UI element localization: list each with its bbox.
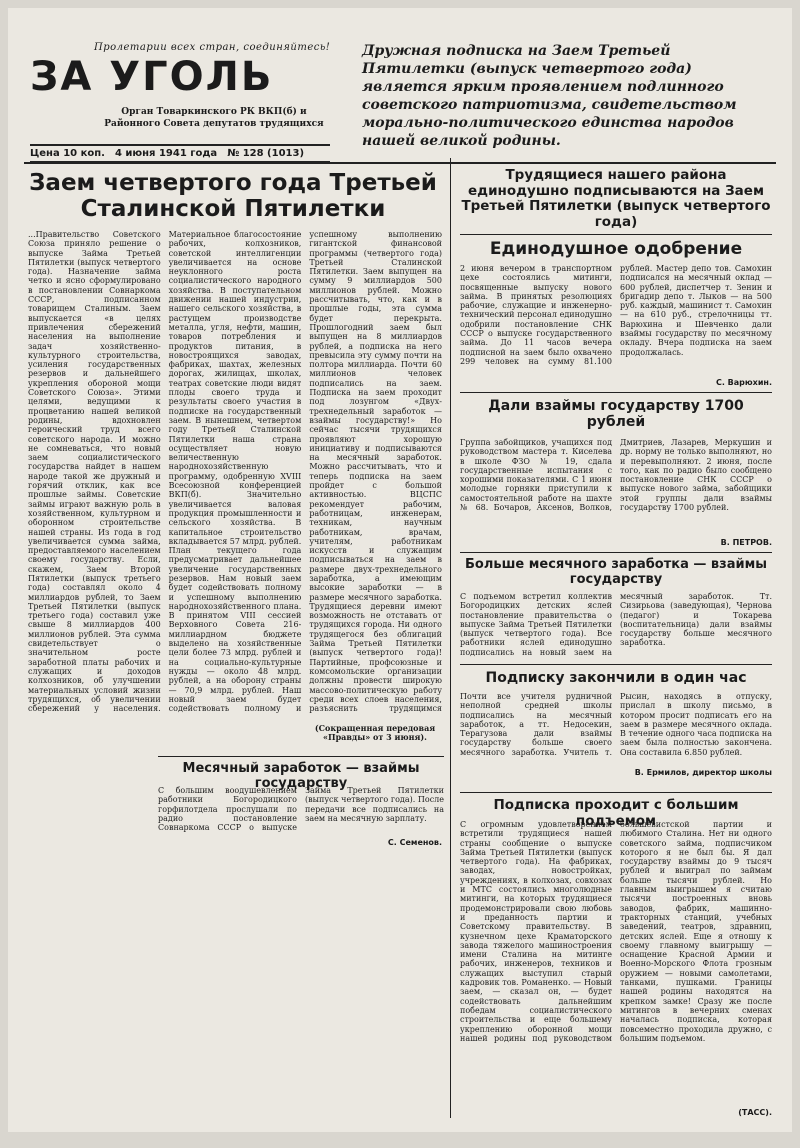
article-3-headline: Больше месячного заработка — взаймы государству <box>465 557 767 587</box>
editorial-source <box>308 724 442 750</box>
right-rule-2 <box>460 392 772 393</box>
editorial-source-text: (Сокращенная передовая «Правды» от 3 июня). <box>314 724 436 743</box>
bottom-left-headline: Месячный заработок — взаймы государству <box>182 761 420 791</box>
article-1-signature: С. Варюхин. <box>715 378 772 387</box>
newspaper-title: ЗА УГОЛЬ <box>30 54 274 100</box>
article-1-text <box>460 264 772 374</box>
column-divider <box>450 158 451 1118</box>
right-rule-5 <box>460 792 772 793</box>
right-main-headline: Трудящиеся нашего района единодушно подписываются на Заем Третьей Пятилетки (выпуск четвертого года) <box>461 167 771 230</box>
article-3-body: С подъемом встретил коллектив Богородицких детских яслей постановление правительства о выпуске Займа Третьей Пятилетки (выпуск четвертого года). Все работники яслей единодушно подписались на новый заем на месячный заработок. Тт. Сизирьова (заведующая), Чернова (педагог) и Токарева (воспитательница) дали взаймы государству больше месячного заработка. <box>460 592 772 657</box>
article-4-signature: В. Ермилов, директор школы <box>634 768 772 777</box>
issue-price: Цена 10 коп. <box>30 148 105 159</box>
article-5-signature: (ТАСС). <box>738 1108 772 1117</box>
bottom-left-body: С большим воодушевлением работники Богородицкого горфилотдела прослушали по радио постановление Совнаркома СССР о выпуске Займа Третьей Пятилетки (выпуск четвертого года). После передачи все подписались на заем на месячную зарплату. <box>158 786 444 833</box>
editorial-text <box>28 230 442 720</box>
article-1-headline: Единодушное одобрение <box>489 239 743 259</box>
article-2-body: Группа забойщиков, учащихся под руководством мастера т. Киселева в школе ФЗО № 19, сдала государственные испытания с хорошими показателями. С 1 июня молодые горняки приступили к самостоятельной работе на шахте № 68. Бочаров, Аксенов, Волков, Дмитриев, Лазарев, Меркушин и др. норму не только выполняют, но и перевыполняют. 2 июня, после того, как по радио было сообщено постановление СНК СССР о выпуске нового займа, забойщики этой группы дали взаймы государству 1700 рублей. <box>460 438 772 513</box>
article-4-body: Почти все учителя рудничной неполной средней школы подписались на месячный заработок, а тт. Недосекин, Терагузова дали взаймы государству больше своего месячного заработка. Учитель т. Рысин, находясь в отпуску, прислал в школу письмо, в котором просит подписать его на заем в размере месячного оклада. В течение одного часа подписка на заем была полностью закончена. Она составила 6.850 рублей. <box>460 692 772 757</box>
masthead-rule <box>24 162 776 164</box>
issue-date: 4 июня 1941 года <box>114 148 218 159</box>
bottom-left-signature: С. Семенов. <box>387 838 442 847</box>
article-4-text <box>460 692 772 766</box>
editorial-body: ...Правительство Советского Союза приняло решение о выпуске Займа Третьей Пятилетки (выпуск четвертого года). Назначение займа четко и ясно сформулировано в постановлении Совнаркома СССР, подписанном товарищем Сталиным. Заем выпускается «в целях привлечения сбережений населения на выполнение задач хозяйственно-культурного строительства, усиления государственных резервов и дальнейшего укрепления обороной мощи Советского Союза». Этими целями, ведущими к процветанию нашей великой родины, вдохновлен героический труд всего советского народа. И можно не сомневаться, что новый заем социалистического государства найдет в нашем народе такой же дружный и горячий отклик, как все прошлые займы. Советские займы играют важную роль в хозяйственном, культурном и оборонном строительстве нашей страны. Из года в год увеличивается сумма займа, предоставляемого населением своему государству. Если, скажем, Заем Второй Пятилетки (выпуск третьего года) составлял около 4 миллиардов рублей, то Заем Третьей Пятилетки (выпуск третьего года) составил уже свыше 8 миллиардов 400 миллионов рублей. Эта сумма свидетельствует о значительном росте заработной платы рабочих и служащих и доходов колхозников, об улучшении материальных условий жизни трудящихся, об увеличении сбережений у населения. Материальное благосостояние рабочих, колхозников, советской интеллигенции увеличивается на основе неуклонного роста социалистического народного хозяйства. В поступательном движении нашей индустрии, нашего сельского хозяйства, в растущем производстве металла, угля, нефти, машин, товаров потребления и продуктов питания, в новостроящихся заводах, фабриках, шахтах, железных дорогах, жилищах, школах, театрах советские люди видят плоды своего труда и результаты своего участия в подписке на государственный заем. В нынешнем, четвертом году Третьей Сталинской Пятилетки наша страна осуществляет новую величественную народнохозяйственную программу, одобренную XVIII Всесоюзной конференцией ВКП(б). Значительно увеличивается валовая продукция промышленности и сельского хозяйства. В капитальное строительство вкладывается 57 млрд. рублей. План текущего года предусматривает дальнейшее увеличение государственных резервов. Нам новый заем будет содействовать полному и успешному выполнению народнохозяйственного плана. В принятом VIII сессией Верховного Совета 216-миллиардном бюджете выделено на хозяйственные цели более 73 млрд. рублей и на социально-культурные нужды — около 48 млрд. рублей, а на оборону страны — 70,9 млрд. рублей. Наш новый заем будет содействовать полному и успешному выполнению гигантской финансовой программы (четвертого года) Третьей Сталинской Пятилетки. Заем выпущен на сумму 9 миллиардов 500 миллионов рублей. Можно рассчитывать, что, как и в прошлые годы, эта сумма будет перекрыта. Прошлогодний заем был выпущен на 8 миллиардов рублей, а подписка на него превысила эту сумму почти на полтора миллиарда. Почти 60 миллионов человек подписались на заем. Подписка на заем проходит под лозунгом «Двух-трехнедельный заработок — взаймы государству!» Но сейчас тысячи трудящихся проявляют хорошую инициативу и подписываются на месячный заработок. Можно рассчитывать, что и теперь подписка на заем пройдет с большой активностью. ВЦСПС рекомендует рабочим, работницам, инженерам, техникам, научным работникам, врачам, учителям, работникам искусств и служащим подписываться на заем в размере двух-трехнедельного заработка, а имеющим высокие заработки — в размере месячного заработка. Трудящиеся деревни имеют возможность не отставать от трудящихся города. Ни одного трудящегося без облигаций Займа Третьей Пятилетки (выпуск четвертого года)! Партийные, профсоюзные и комсомольские организации должны провести широкую массово-политическую работу среди всех слоев населения, разъяснить трудящимся <box>28 230 442 714</box>
issue-line <box>30 144 330 163</box>
article-3-text <box>460 592 772 658</box>
bottom-left-text <box>158 786 444 834</box>
article-5-body: С огромным удовлетворением встретили трудящиеся нашей страны сообщение о выпуске Займа Третьей Пятилетки (выпуск четвертого года). На фабриках, заводах, новостройках, учреждениях, в колхозах, совхозах и МТС состоялись многолюдные митинги, на которых трудящиеся продемонстрировали свою любовь и преданность партии и Советскому правительству. В кузнечном цехе Краматорского завода тяжелого машиностроения имени Сталина на митинге рабочих, инженеров, техников и служащих выступил старый кадровик тов. Романенко. — Новый заем, — сказал он, — будет содействовать дальнейшим победам социалистического строительства и еще большему укреплению оборонной мощи нашей родины под руководством большевистской партии и любимого Сталина. Нет ни одного советского займа, подписчиком которого я не был бы. Я дал государству взаймы до 9 тысяч рублей и выиграл по займам больше тысячи рублей. Но главным выигрышем я считаю тысячи построенных вновь заводов, фабрик, машинно-тракторных станций, учебных заведений, театров, здравниц, детских яслей. Еще я отношу к своему главному выигрышу — оснащение Красной Армии и Военно-Морского Флота грозным оружием — новыми самолетами, танками, пушками. Границы нашей родины находятся на крепком замке! Сразу же после митингов в вечерних сменах началась подписка, которая повсеместно проходила дружно, с большим подъемом. <box>460 820 772 1043</box>
issue-number: № 128 (1013) <box>227 148 305 159</box>
article-5-text <box>460 820 772 1106</box>
right-rule-4 <box>460 664 772 665</box>
bottom-left-rule <box>158 756 444 757</box>
masthead-organ: Орган Товаркинского РК ВКП(б) и Районного Совета депутатов трудящихся <box>104 107 324 129</box>
article-2-headline: Дали взаймы государству 1700 рублей <box>488 398 744 431</box>
right-rule-1 <box>460 234 772 235</box>
article-1-body: 2 июня вечером в транспортном цехе состоялись митинги, посвященные выпуску нового займа. В принятых резолюциях рабочие, служащие и инженерно-технический персонал единодушно одобрили постановление СНК СССР о выпуске государственного займа. До 11 часов вечера подписной на заем было охвачено 299 человек на сумму 81.100 рублей. Мастер депо тов. Самохин подписался на месячный оклад — 600 рублей, диспетчер т. Зенин и бригадир депо т. Лыков — на 500 руб. каждый, машинист т. Самохин — на 610 руб., стрелочницы тт. Варюхина и Шевченко дали взаймы государству по месячному окладу. Вчера подписка на заем продолжалась. <box>460 264 772 366</box>
article-4-headline: Подписку закончили в один час <box>485 670 747 686</box>
article-2-text <box>460 438 772 536</box>
front-slogan: Дружная подписка на Заем Третьей Пятилетки (выпуск четвертого года) является ярким проявлением подлинного советского патриотизма, свидетельством морально-политического единства народов нашей великой родины. <box>362 43 737 149</box>
newspaper-page <box>8 8 792 1132</box>
article-2-signature: В. ПЕТРОВ. <box>720 538 772 547</box>
editorial-headline: Заем четвертого года Третьей Сталинской Пятилетки <box>29 170 437 223</box>
article-5-headline: Подписка проходит с большим подъемом <box>493 797 739 829</box>
right-rule-3 <box>460 552 772 553</box>
masthead-motto: Пролетарии всех стран, соединяйтесь! <box>94 42 331 53</box>
